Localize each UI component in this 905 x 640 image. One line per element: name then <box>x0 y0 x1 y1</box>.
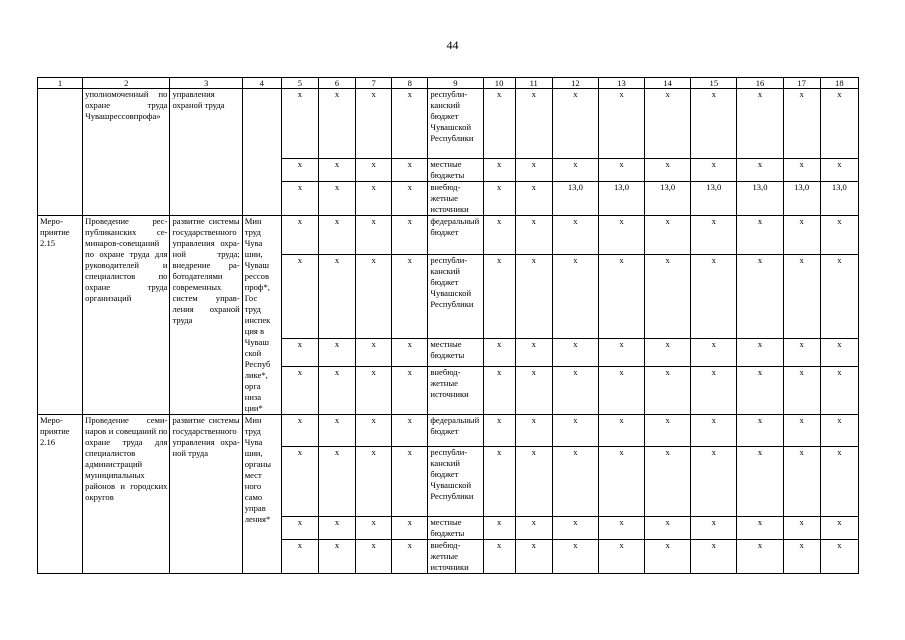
value-cell: x <box>318 159 355 182</box>
value-cell: x <box>737 517 783 540</box>
value-cell: x <box>483 254 515 338</box>
value-cell: x <box>483 182 515 216</box>
value-cell: x <box>783 339 820 367</box>
executor-line: проф*, <box>244 282 270 292</box>
value-cell: x <box>645 254 691 338</box>
executor-line: труд <box>244 227 261 237</box>
value-cell: x <box>318 182 355 216</box>
value-cell: x <box>356 366 392 414</box>
value-cell: x <box>483 517 515 540</box>
funding-source: республиканский бюджет Чувашской Республики <box>428 447 483 517</box>
value-cell: x <box>392 415 428 447</box>
value-cell: x <box>645 216 691 255</box>
value-cell: x <box>598 89 644 159</box>
value-cell: x <box>645 339 691 367</box>
value-cell: x <box>737 339 783 367</box>
value-cell: x <box>645 540 691 574</box>
value-cell: x <box>691 366 737 414</box>
value-cell: x <box>356 517 392 540</box>
funding-source: республиканский бюджет Чувашской Республики <box>428 89 483 159</box>
value-cell: x <box>318 89 355 159</box>
value-cell: x <box>820 447 858 517</box>
value-cell: x <box>392 517 428 540</box>
value-cell: x <box>356 89 392 159</box>
activity-name: уполномоченный по охране труда Чувашрессовпрофа» <box>83 89 170 216</box>
value-cell: x <box>783 447 820 517</box>
funding-source: местные бюджеты <box>428 517 483 540</box>
value-cell: x <box>392 159 428 182</box>
value-cell: x <box>515 415 552 447</box>
value-cell: x <box>737 415 783 447</box>
value-cell: x <box>783 89 820 159</box>
value-cell: x <box>356 182 392 216</box>
value-cell: x <box>515 89 552 159</box>
column-number: 5 <box>281 78 318 89</box>
value-cell: x <box>820 254 858 338</box>
value-cell: x <box>281 447 318 517</box>
value-cell: x <box>552 159 598 182</box>
funding-source: республиканский бюджет Чувашской Республики <box>428 254 483 338</box>
value-cell: x <box>552 415 598 447</box>
value-cell: x <box>820 415 858 447</box>
value-cell: x <box>392 89 428 159</box>
value-cell: x <box>691 216 737 255</box>
value-cell: x <box>515 339 552 367</box>
table-row <box>38 415 859 447</box>
value-cell: x <box>691 517 737 540</box>
executor-line: инспек <box>244 315 271 325</box>
value-cell: 13,0 <box>645 182 691 216</box>
value-cell: x <box>783 159 820 182</box>
executor-line: Чуваш <box>244 260 269 270</box>
value-cell: x <box>356 216 392 255</box>
value-cell: x <box>515 182 552 216</box>
column-number: 12 <box>552 78 598 89</box>
value-cell: x <box>691 415 737 447</box>
funding-source: местные бюджеты <box>428 339 483 367</box>
value-cell: x <box>515 540 552 574</box>
table-row <box>38 216 859 255</box>
activity-id-cell <box>38 89 83 216</box>
value-cell: x <box>645 366 691 414</box>
value-cell: x <box>356 254 392 338</box>
value-cell: x <box>783 216 820 255</box>
value-cell: x <box>318 254 355 338</box>
executor-line: Чува <box>244 238 263 248</box>
value-cell: 13,0 <box>820 182 858 216</box>
column-number: 8 <box>392 78 428 89</box>
page-number: 44 <box>446 38 459 52</box>
activity-id: Мероприятие 2.16 <box>38 415 83 574</box>
executor-line: Мин <box>244 415 262 425</box>
value-cell: x <box>483 216 515 255</box>
funding-source: внебюджетные источники <box>428 540 483 574</box>
value-cell: x <box>281 89 318 159</box>
executor-line: ции* <box>244 403 263 413</box>
activity-executor <box>242 415 281 574</box>
executor-line: орга <box>244 381 261 391</box>
value-cell: x <box>552 339 598 367</box>
value-cell: x <box>552 254 598 338</box>
executor-line: шии, <box>244 448 263 458</box>
activity-name: Проведение семинаров и совещаний по охране труда для специалистов администраций муниципальных районов и городских округов <box>83 415 170 574</box>
value-cell: x <box>281 339 318 367</box>
value-cell: x <box>820 89 858 159</box>
executor-line: ления* <box>244 514 271 524</box>
value-cell: x <box>318 415 355 447</box>
value-cell: x <box>783 540 820 574</box>
value-cell: x <box>820 366 858 414</box>
funding-source: внебюджетные источники <box>428 366 483 414</box>
value-cell: 13,0 <box>598 182 644 216</box>
value-cell: x <box>820 517 858 540</box>
funding-source: внебюджетные источники <box>428 182 483 216</box>
value-cell: x <box>515 447 552 517</box>
value-cell: x <box>281 517 318 540</box>
executor-line: органы <box>244 459 272 469</box>
value-cell: x <box>392 182 428 216</box>
value-cell: x <box>737 216 783 255</box>
value-cell: x <box>392 216 428 255</box>
value-cell: x <box>515 159 552 182</box>
value-cell: x <box>737 159 783 182</box>
value-cell: x <box>737 540 783 574</box>
executor-line: труд <box>244 426 261 436</box>
value-cell: 13,0 <box>783 182 820 216</box>
value-cell: x <box>483 366 515 414</box>
value-cell: x <box>392 339 428 367</box>
activity-name: Проведение республиканских семинаров-совещаний по охране труда для руководителей и специалистов по охране труда организаций <box>83 216 170 415</box>
value-cell: x <box>737 254 783 338</box>
activity-goal: развитие системы государственного управления охраной труда; внедрение работодателями современных систем управления охраной труда <box>170 216 242 415</box>
column-number: 11 <box>515 78 552 89</box>
value-cell: x <box>356 159 392 182</box>
value-cell: x <box>645 415 691 447</box>
column-number: 1 <box>38 78 83 89</box>
value-cell: x <box>598 366 644 414</box>
value-cell: x <box>737 447 783 517</box>
value-cell: x <box>356 415 392 447</box>
table-row <box>38 89 859 159</box>
executor-line: ного <box>244 481 262 491</box>
value-cell: x <box>356 339 392 367</box>
value-cell: x <box>515 216 552 255</box>
value-cell: x <box>552 89 598 159</box>
value-cell: x <box>281 216 318 255</box>
value-cell: x <box>318 366 355 414</box>
value-cell: x <box>281 366 318 414</box>
activity-goal: развитие системы государственного управления охраной труда <box>170 415 242 574</box>
value-cell: x <box>318 447 355 517</box>
executor-line: рессов <box>244 271 270 281</box>
column-number: 10 <box>483 78 515 89</box>
value-cell: x <box>645 447 691 517</box>
executor-line: мест <box>244 470 262 480</box>
value-cell: x <box>392 447 428 517</box>
column-number: 13 <box>598 78 644 89</box>
value-cell: x <box>783 254 820 338</box>
executor-line: само <box>244 492 263 502</box>
executor-line: шии, <box>244 249 263 259</box>
value-cell: x <box>552 517 598 540</box>
value-cell: 13,0 <box>737 182 783 216</box>
executor-line: ской <box>244 348 262 358</box>
value-cell: x <box>598 254 644 338</box>
value-cell: x <box>552 216 598 255</box>
column-number: 7 <box>356 78 392 89</box>
executor-line: Мин <box>244 216 262 226</box>
value-cell: x <box>598 517 644 540</box>
value-cell: x <box>645 89 691 159</box>
value-cell: x <box>691 254 737 338</box>
value-cell: x <box>483 447 515 517</box>
value-cell: x <box>515 366 552 414</box>
value-cell: x <box>820 339 858 367</box>
executor-line: Чуваш <box>244 337 269 347</box>
value-cell: x <box>483 159 515 182</box>
activity-goal: управления охраной труда <box>170 89 242 216</box>
column-number: 2 <box>83 78 170 89</box>
value-cell: x <box>691 89 737 159</box>
value-cell: x <box>737 366 783 414</box>
activity-id: Мероприятие 2.15 <box>38 216 83 415</box>
column-number: 6 <box>318 78 355 89</box>
value-cell: x <box>392 366 428 414</box>
value-cell: x <box>281 540 318 574</box>
value-cell: x <box>318 339 355 367</box>
activity-executor <box>242 89 281 216</box>
value-cell: x <box>483 415 515 447</box>
value-cell: x <box>598 447 644 517</box>
column-number: 16 <box>737 78 783 89</box>
value-cell: x <box>483 540 515 574</box>
funding-source: федеральный бюджет <box>428 216 483 255</box>
value-cell: x <box>598 159 644 182</box>
value-cell: x <box>783 517 820 540</box>
value-cell: x <box>281 182 318 216</box>
funding-source: местные бюджеты <box>428 159 483 182</box>
column-number: 3 <box>170 78 242 89</box>
column-number: 18 <box>820 78 858 89</box>
value-cell: x <box>737 89 783 159</box>
executor-line: ция в <box>244 326 265 336</box>
value-cell: x <box>598 216 644 255</box>
executor-line: Гос <box>244 293 258 303</box>
value-cell: x <box>820 216 858 255</box>
value-cell: 13,0 <box>552 182 598 216</box>
value-cell: x <box>645 159 691 182</box>
value-cell: x <box>783 366 820 414</box>
value-cell: x <box>356 447 392 517</box>
value-cell: x <box>281 159 318 182</box>
value-cell: x <box>691 447 737 517</box>
column-number: 9 <box>428 78 483 89</box>
value-cell: x <box>515 517 552 540</box>
value-cell: x <box>281 415 318 447</box>
column-number: 17 <box>783 78 820 89</box>
value-cell: x <box>820 540 858 574</box>
value-cell: x <box>820 159 858 182</box>
value-cell: x <box>552 447 598 517</box>
value-cell: 13,0 <box>691 182 737 216</box>
activity-executor <box>242 216 281 415</box>
executor-line: лике*, <box>244 370 268 380</box>
value-cell: x <box>281 254 318 338</box>
value-cell: x <box>483 339 515 367</box>
column-number: 4 <box>242 78 281 89</box>
program-table <box>37 77 859 574</box>
column-number: 15 <box>691 78 737 89</box>
funding-source: федеральный бюджет <box>428 415 483 447</box>
value-cell: x <box>598 339 644 367</box>
value-cell: x <box>691 159 737 182</box>
value-cell: x <box>598 415 644 447</box>
executor-line: Респуб <box>244 359 271 369</box>
value-cell: x <box>552 366 598 414</box>
value-cell: x <box>515 254 552 338</box>
executor-line: управ <box>244 503 266 513</box>
value-cell: x <box>691 339 737 367</box>
column-number-row <box>38 78 859 89</box>
value-cell: x <box>318 540 355 574</box>
executor-line: низа <box>244 392 262 402</box>
value-cell: x <box>483 89 515 159</box>
value-cell: x <box>691 540 737 574</box>
value-cell: x <box>783 415 820 447</box>
value-cell: x <box>356 540 392 574</box>
value-cell: x <box>598 540 644 574</box>
value-cell: x <box>318 216 355 255</box>
value-cell: x <box>552 540 598 574</box>
executor-line: Чува <box>244 437 263 447</box>
value-cell: x <box>645 517 691 540</box>
value-cell: x <box>392 540 428 574</box>
value-cell: x <box>392 254 428 338</box>
column-number: 14 <box>645 78 691 89</box>
executor-line: труд <box>244 304 261 314</box>
value-cell: x <box>318 517 355 540</box>
